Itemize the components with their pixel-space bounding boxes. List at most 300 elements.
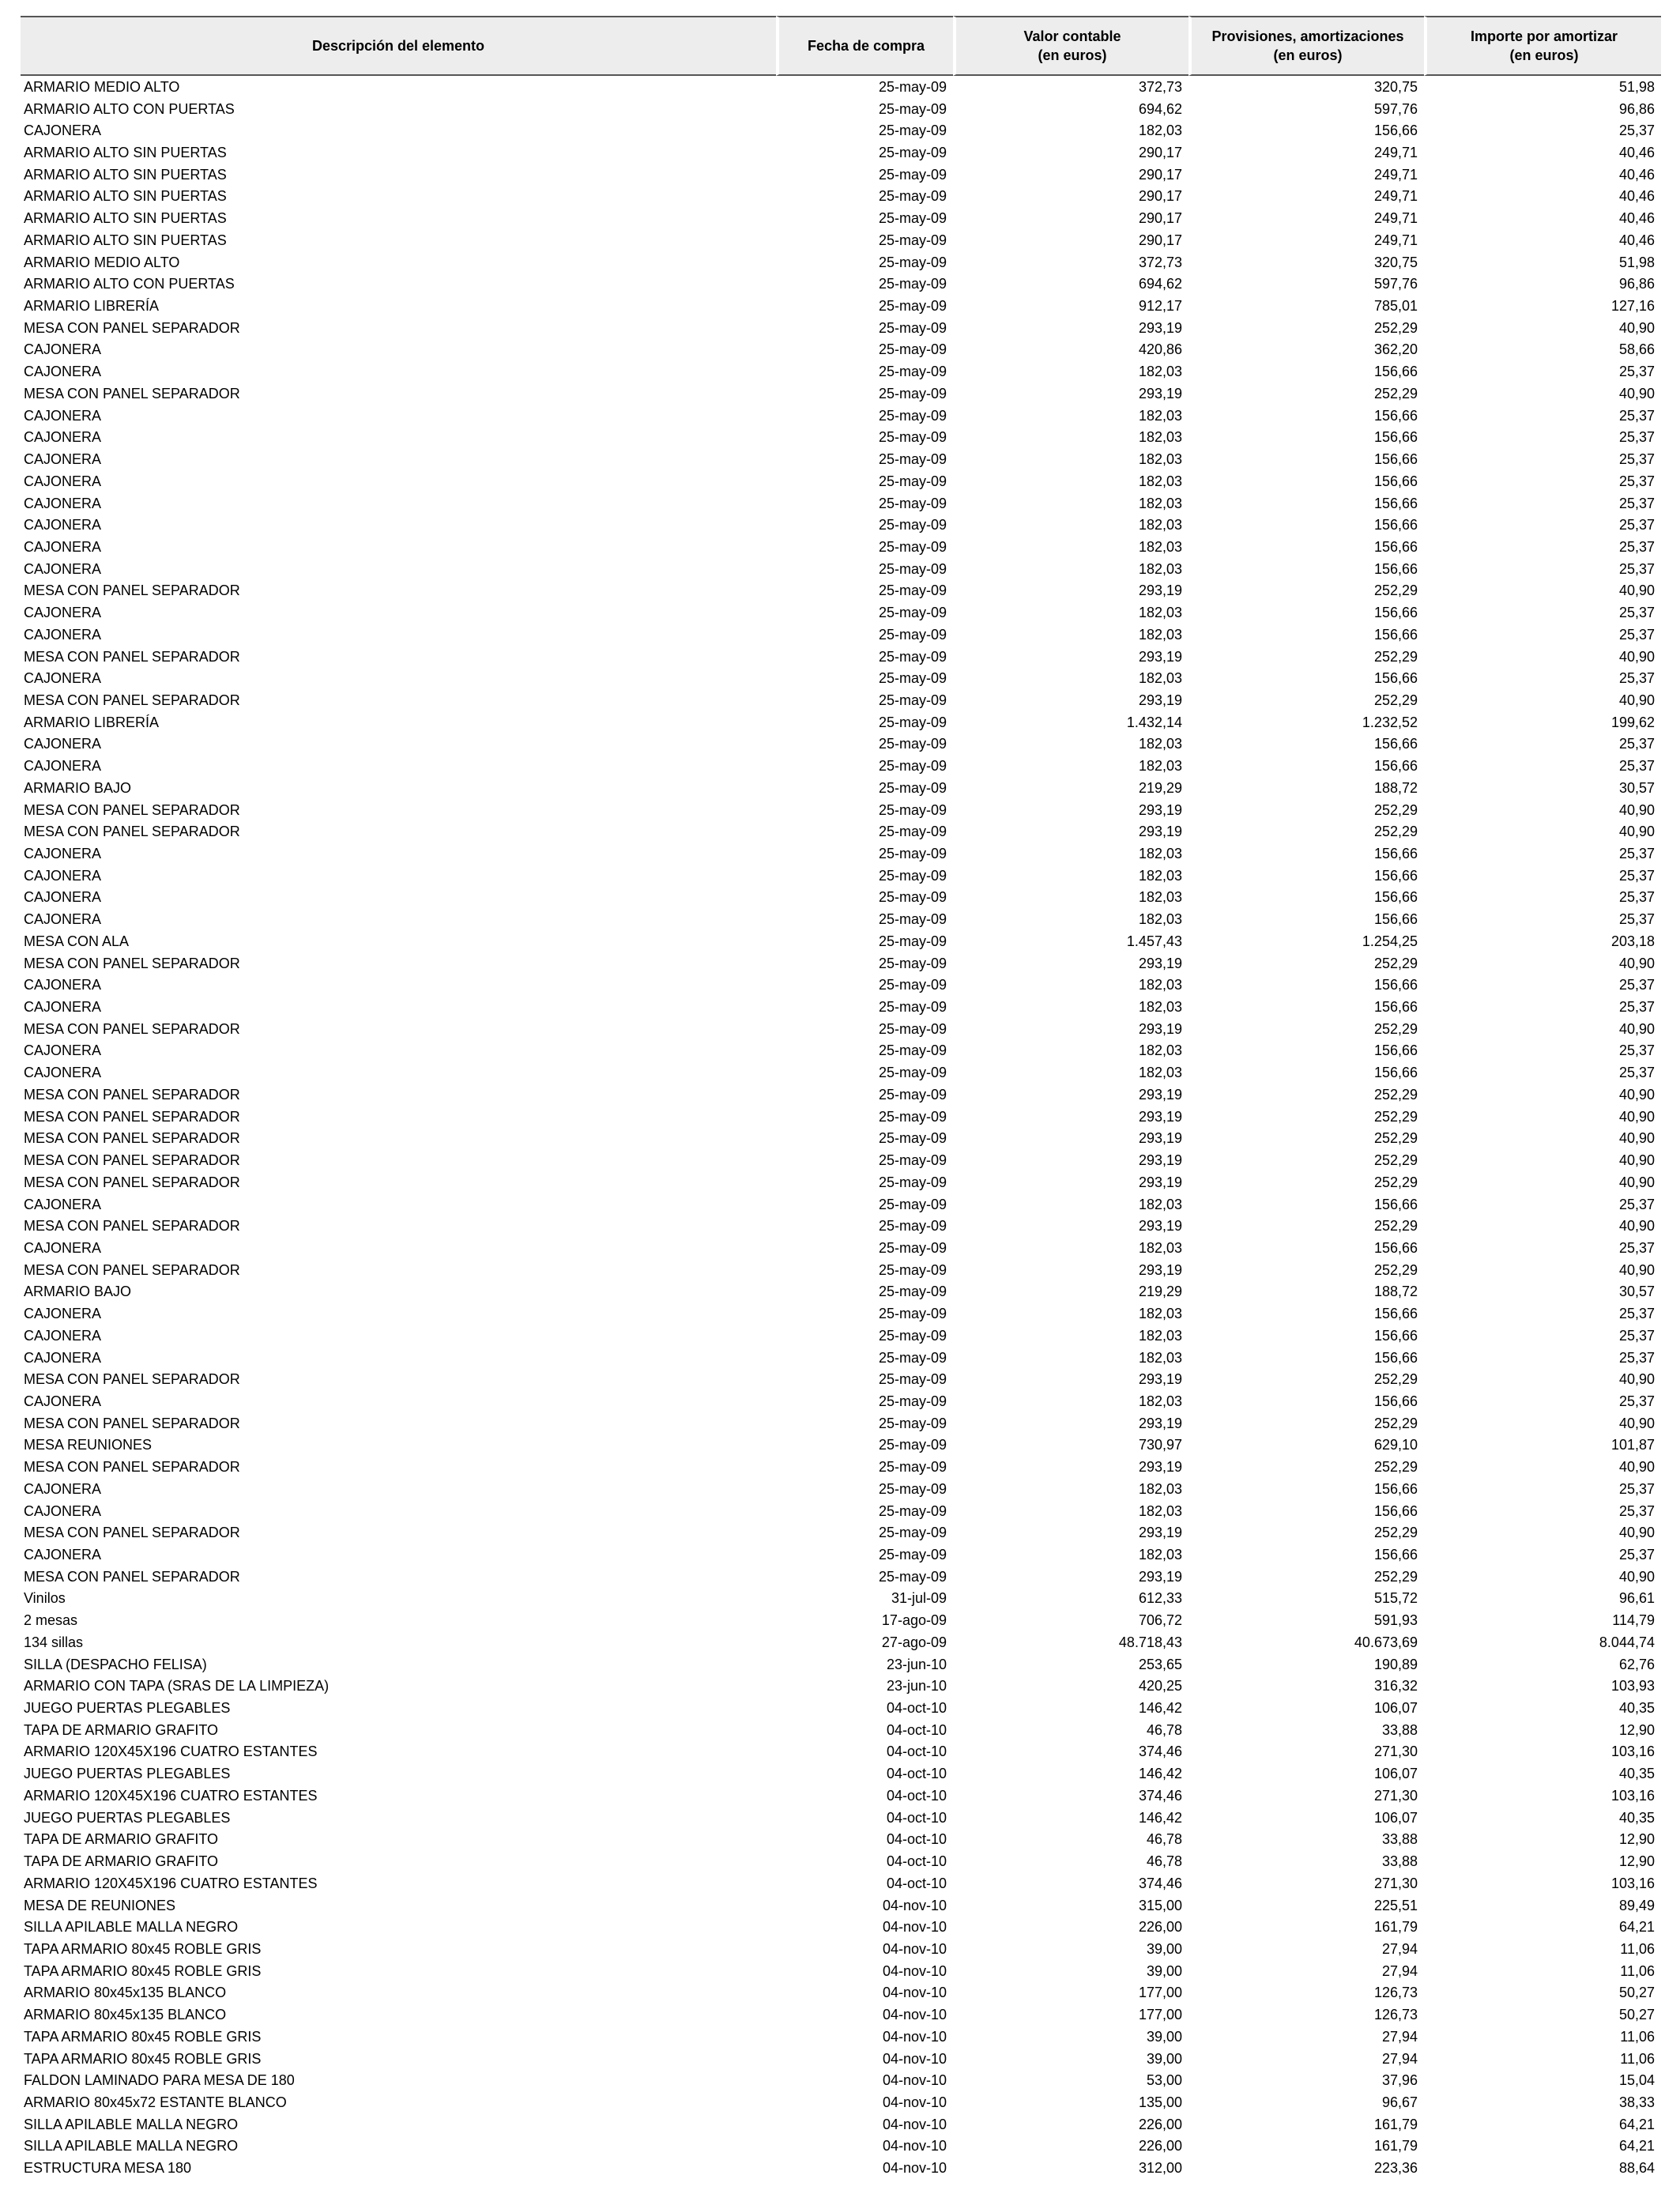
cell-book-value: 372,73 — [1138, 254, 1182, 270]
table-row — [21, 1368, 1661, 1390]
table-row — [21, 1434, 1661, 1457]
cell-book-value: 293,19 — [1138, 1459, 1182, 1476]
cell-provisions: 156,66 — [1373, 451, 1418, 468]
cell-description: 2 mesas — [24, 1612, 78, 1629]
table-row — [21, 2026, 1661, 2048]
cell-purchase-date: 25-may-09 — [878, 1152, 947, 1169]
cell-pending-amount: 25,37 — [1618, 1393, 1655, 1409]
cell-provisions: 629,10 — [1373, 1437, 1418, 1453]
cell-provisions: 156,66 — [1373, 670, 1418, 687]
cell-book-value: 53,00 — [1146, 2072, 1182, 2089]
table-row — [21, 405, 1661, 427]
cell-description: ARMARIO MEDIO ALTO — [24, 78, 180, 95]
cell-pending-amount: 50,27 — [1618, 2007, 1655, 2023]
cell-book-value: 1.432,14 — [1126, 714, 1182, 730]
cell-purchase-date: 25-may-09 — [878, 1306, 947, 1322]
cell-description: CAJONERA — [24, 560, 102, 577]
cell-provisions: 188,72 — [1373, 1284, 1418, 1300]
cell-purchase-date: 04-oct-10 — [886, 1766, 947, 1782]
cell-description: MESA CON PANEL SEPARADOR — [24, 385, 240, 401]
cell-pending-amount: 40,35 — [1618, 1700, 1655, 1717]
cell-pending-amount: 103,16 — [1610, 1744, 1655, 1760]
cell-purchase-date: 25-may-09 — [878, 1371, 947, 1388]
table-row — [21, 1609, 1661, 1631]
cell-book-value: 182,03 — [1138, 1502, 1182, 1519]
cell-pending-amount: 51,98 — [1618, 78, 1655, 95]
cell-book-value: 219,29 — [1138, 1284, 1182, 1300]
cell-description: MESA CON PANEL SEPARADOR — [24, 648, 240, 665]
cell-pending-amount: 96,86 — [1618, 100, 1655, 117]
table-row — [21, 1061, 1661, 1084]
cell-pending-amount: 64,21 — [1618, 2138, 1655, 2154]
cell-provisions: 785,01 — [1373, 298, 1418, 315]
cell-description: CAJONERA — [24, 1042, 102, 1059]
cell-description: CAJONERA — [24, 889, 102, 906]
cell-description: CAJONERA — [24, 364, 102, 380]
table-row — [21, 1500, 1661, 1522]
cell-description: MESA CON PANEL SEPARADOR — [24, 955, 240, 971]
cell-purchase-date: 04-nov-10 — [882, 1919, 947, 1936]
cell-book-value: 182,03 — [1138, 407, 1182, 424]
cell-provisions: 156,66 — [1373, 429, 1418, 446]
cell-purchase-date: 25-may-09 — [878, 824, 947, 840]
table-row — [21, 1544, 1661, 1566]
table-row — [21, 558, 1661, 580]
cell-description: CAJONERA — [24, 123, 102, 139]
table-row — [21, 1982, 1661, 2004]
cell-pending-amount: 12,90 — [1618, 1853, 1655, 1870]
cell-purchase-date: 25-may-09 — [878, 626, 947, 643]
table-row — [21, 339, 1661, 361]
cell-pending-amount: 8.044,74 — [1599, 1634, 1655, 1650]
table-row — [21, 1719, 1661, 1741]
cell-book-value: 39,00 — [1146, 1940, 1182, 1957]
cell-purchase-date: 04-nov-10 — [882, 2028, 947, 2045]
table-row — [21, 1631, 1661, 1653]
cell-provisions: 156,66 — [1373, 473, 1418, 489]
cell-description: ARMARIO CON TAPA (SRAS DE LA LIMPIEZA) — [24, 1678, 330, 1695]
cell-purchase-date: 25-may-09 — [878, 495, 947, 511]
cell-book-value: 219,29 — [1138, 779, 1182, 796]
cell-book-value: 146,42 — [1138, 1700, 1182, 1717]
cell-provisions: 27,94 — [1381, 1940, 1418, 1957]
cell-pending-amount: 25,37 — [1618, 889, 1655, 906]
cell-pending-amount: 25,37 — [1618, 1502, 1655, 1519]
cell-provisions: 37,96 — [1381, 2072, 1418, 2089]
cell-book-value: 290,17 — [1138, 210, 1182, 227]
cell-description: SILLA APILABLE MALLA NEGRO — [24, 2138, 239, 2154]
cell-book-value: 374,46 — [1138, 1875, 1182, 1891]
cell-description: CAJONERA — [24, 1547, 102, 1563]
cell-book-value: 253,65 — [1138, 1656, 1182, 1672]
table-row — [21, 755, 1661, 777]
cell-book-value: 48.718,43 — [1118, 1634, 1182, 1650]
cell-book-value: 290,17 — [1138, 145, 1182, 161]
cell-pending-amount: 101,87 — [1610, 1437, 1655, 1453]
cell-book-value: 146,42 — [1138, 1766, 1182, 1782]
cell-pending-amount: 51,98 — [1618, 254, 1655, 270]
cell-description: CAJONERA — [24, 1196, 102, 1212]
cell-purchase-date: 25-may-09 — [878, 670, 947, 687]
cell-description: SILLA APILABLE MALLA NEGRO — [24, 2116, 239, 2132]
cell-pending-amount: 25,37 — [1618, 758, 1655, 775]
cell-pending-amount: 64,21 — [1618, 2116, 1655, 2132]
cell-provisions: 106,07 — [1373, 1766, 1418, 1782]
cell-book-value: 293,19 — [1138, 1108, 1182, 1125]
table-row — [21, 119, 1661, 141]
cell-provisions: 252,29 — [1373, 1568, 1418, 1585]
cell-provisions: 161,79 — [1373, 2138, 1418, 2154]
cell-book-value: 293,19 — [1138, 1415, 1182, 1431]
cell-provisions: 252,29 — [1373, 1020, 1418, 1037]
cell-provisions: 161,79 — [1373, 2116, 1418, 2132]
cell-provisions: 316,32 — [1373, 1678, 1418, 1695]
cell-pending-amount: 96,86 — [1618, 276, 1655, 292]
table-row — [21, 2048, 1661, 2070]
cell-purchase-date: 25-may-09 — [878, 232, 947, 248]
cell-purchase-date: 17-ago-09 — [881, 1612, 947, 1629]
cell-pending-amount: 40,90 — [1618, 1525, 1655, 1541]
cell-pending-amount: 25,37 — [1618, 1196, 1655, 1212]
cell-description: CAJONERA — [24, 1393, 102, 1409]
cell-description: JUEGO PUERTAS PLEGABLES — [24, 1809, 231, 1826]
cell-pending-amount: 40,46 — [1618, 145, 1655, 161]
cell-provisions: 27,94 — [1381, 1962, 1418, 1979]
cell-pending-amount: 114,79 — [1612, 1612, 1655, 1629]
cell-pending-amount: 25,37 — [1618, 977, 1655, 993]
cell-pending-amount: 25,37 — [1618, 407, 1655, 424]
cell-purchase-date: 25-may-09 — [878, 911, 947, 928]
cell-book-value: 290,17 — [1138, 166, 1182, 183]
cell-purchase-date: 25-may-09 — [878, 582, 947, 599]
cell-pending-amount: 62,76 — [1618, 1656, 1655, 1672]
cell-pending-amount: 25,37 — [1618, 867, 1655, 884]
table-row — [21, 1566, 1661, 1588]
cell-purchase-date: 25-may-09 — [878, 1349, 947, 1366]
cell-book-value: 182,03 — [1138, 123, 1182, 139]
table-row — [21, 383, 1661, 405]
cell-provisions: 156,66 — [1373, 407, 1418, 424]
cell-pending-amount: 38,33 — [1618, 2094, 1655, 2110]
cell-pending-amount: 25,37 — [1618, 999, 1655, 1016]
cell-pending-amount: 25,37 — [1618, 364, 1655, 380]
cell-purchase-date: 25-may-09 — [878, 319, 947, 336]
cell-book-value: 293,19 — [1138, 955, 1182, 971]
cell-provisions: 252,29 — [1373, 1152, 1418, 1169]
cell-pending-amount: 15,04 — [1618, 2072, 1655, 2089]
cell-pending-amount: 40,90 — [1618, 648, 1655, 665]
cell-description: MESA CON PANEL SEPARADOR — [24, 582, 240, 599]
table-body — [21, 76, 1661, 2179]
cell-book-value: 290,17 — [1138, 188, 1182, 205]
cell-description: CAJONERA — [24, 626, 102, 643]
cell-book-value: 420,86 — [1138, 341, 1182, 358]
cell-provisions: 252,29 — [1373, 1525, 1418, 1541]
cell-pending-amount: 25,37 — [1618, 517, 1655, 533]
cell-description: CAJONERA — [24, 1239, 102, 1256]
cell-description: CAJONERA — [24, 758, 102, 775]
cell-pending-amount: 40,90 — [1618, 1020, 1655, 1037]
table-row — [21, 1084, 1661, 1106]
cell-pending-amount: 11,06 — [1620, 2028, 1655, 2045]
cell-description: CAJONERA — [24, 1327, 102, 1344]
table-row — [21, 667, 1661, 689]
cell-purchase-date: 25-may-09 — [878, 1480, 947, 1497]
table-row — [21, 229, 1661, 251]
cell-description: JUEGO PUERTAS PLEGABLES — [24, 1766, 231, 1782]
cell-pending-amount: 25,37 — [1618, 1306, 1655, 1322]
cell-description: TAPA ARMARIO 80x45 ROBLE GRIS — [24, 1962, 262, 1979]
cell-book-value: 177,00 — [1138, 2007, 1182, 2023]
cell-purchase-date: 25-may-09 — [878, 145, 947, 161]
cell-book-value: 293,19 — [1138, 1130, 1182, 1147]
cell-purchase-date: 25-may-09 — [878, 955, 947, 971]
cell-provisions: 156,66 — [1373, 999, 1418, 1016]
cell-provisions: 320,75 — [1373, 78, 1418, 95]
cell-pending-amount: 40,46 — [1618, 232, 1655, 248]
cell-book-value: 315,00 — [1138, 1897, 1182, 1913]
cell-description: ARMARIO ALTO SIN PUERTAS — [24, 232, 227, 248]
cell-purchase-date: 25-may-09 — [878, 1261, 947, 1278]
cell-book-value: 374,46 — [1138, 1787, 1182, 1804]
cell-description: ARMARIO MEDIO ALTO — [24, 254, 180, 270]
cell-description: MESA CON PANEL SEPARADOR — [24, 1152, 240, 1169]
table-row — [21, 98, 1661, 120]
cell-purchase-date: 25-may-09 — [878, 166, 947, 183]
cell-purchase-date: 25-may-09 — [878, 538, 947, 555]
table-row — [21, 164, 1661, 186]
cell-pending-amount: 30,57 — [1618, 779, 1655, 796]
cell-pending-amount: 40,90 — [1618, 692, 1655, 708]
cell-book-value: 182,03 — [1138, 758, 1182, 775]
cell-provisions: 515,72 — [1373, 1590, 1418, 1607]
cell-book-value: 182,03 — [1138, 626, 1182, 643]
table-row — [21, 1521, 1661, 1544]
cell-provisions: 252,29 — [1373, 1218, 1418, 1235]
cell-book-value: 293,19 — [1138, 582, 1182, 599]
cell-description: CAJONERA — [24, 999, 102, 1016]
cell-description: TAPA DE ARMARIO GRAFITO — [24, 1853, 219, 1870]
table-row — [21, 1456, 1661, 1478]
cell-description: ARMARIO ALTO SIN PUERTAS — [24, 166, 227, 183]
cell-provisions: 156,66 — [1373, 1196, 1418, 1212]
cell-pending-amount: 25,37 — [1618, 538, 1655, 555]
cell-purchase-date: 25-may-09 — [878, 1108, 947, 1125]
cell-book-value: 182,03 — [1138, 1065, 1182, 1081]
cell-provisions: 252,29 — [1373, 1459, 1418, 1476]
table-header — [21, 16, 1661, 76]
cell-description: CAJONERA — [24, 473, 102, 489]
cell-provisions: 597,76 — [1373, 100, 1418, 117]
cell-book-value: 182,03 — [1138, 517, 1182, 533]
cell-pending-amount: 40,90 — [1618, 1261, 1655, 1278]
cell-pending-amount: 25,37 — [1618, 846, 1655, 862]
cell-purchase-date: 25-may-09 — [878, 123, 947, 139]
cell-provisions: 591,93 — [1373, 1612, 1418, 1629]
table-row — [21, 1171, 1661, 1193]
cell-purchase-date: 04-oct-10 — [886, 1700, 947, 1717]
table-row — [21, 1960, 1661, 1982]
cell-book-value: 182,03 — [1138, 1196, 1182, 1212]
cell-provisions: 190,89 — [1373, 1656, 1418, 1672]
cell-book-value: 182,03 — [1138, 1393, 1182, 1409]
cell-purchase-date: 31-jul-09 — [891, 1590, 947, 1607]
cell-description: CAJONERA — [24, 1065, 102, 1081]
table-row — [21, 295, 1661, 317]
cell-pending-amount: 11,06 — [1620, 1962, 1655, 1979]
cell-provisions: 249,71 — [1373, 145, 1418, 161]
cell-purchase-date: 25-may-09 — [878, 1020, 947, 1037]
cell-book-value: 46,78 — [1146, 1831, 1182, 1848]
cell-purchase-date: 25-may-09 — [878, 1525, 947, 1541]
cell-book-value: 293,19 — [1138, 385, 1182, 401]
cell-purchase-date: 25-may-09 — [878, 758, 947, 775]
cell-description: ARMARIO 120X45X196 CUATRO ESTANTES — [24, 1744, 318, 1760]
cell-description: MESA CON ALA — [24, 933, 130, 949]
cell-description: CAJONERA — [24, 846, 102, 862]
cell-pending-amount: 40,46 — [1618, 188, 1655, 205]
cell-description: ARMARIO 80x45x135 BLANCO — [24, 2007, 227, 2023]
cell-provisions: 156,66 — [1373, 626, 1418, 643]
table-row — [21, 1237, 1661, 1259]
cell-book-value: 226,00 — [1138, 1919, 1182, 1936]
cell-purchase-date: 25-may-09 — [878, 867, 947, 884]
table-row — [21, 624, 1661, 646]
cell-provisions: 156,66 — [1373, 1480, 1418, 1497]
cell-description: CAJONERA — [24, 867, 102, 884]
cell-book-value: 374,46 — [1138, 1744, 1182, 1760]
table-row — [21, 1916, 1661, 1938]
cell-purchase-date: 23-jun-10 — [886, 1678, 947, 1695]
cell-purchase-date: 25-may-09 — [878, 1568, 947, 1585]
cell-provisions: 252,29 — [1373, 1371, 1418, 1388]
cell-purchase-date: 04-oct-10 — [886, 1744, 947, 1760]
table-row — [21, 646, 1661, 668]
table-row — [21, 1347, 1661, 1369]
cell-book-value: 293,19 — [1138, 801, 1182, 818]
cell-provisions: 156,66 — [1373, 495, 1418, 511]
cell-book-value: 226,00 — [1138, 2116, 1182, 2132]
cell-purchase-date: 25-may-09 — [878, 1415, 947, 1431]
asset-table — [21, 16, 1661, 2179]
cell-book-value: 182,03 — [1138, 1349, 1182, 1366]
cell-purchase-date: 25-may-09 — [878, 1174, 947, 1190]
cell-description: TAPA ARMARIO 80x45 ROBLE GRIS — [24, 2028, 262, 2045]
cell-book-value: 46,78 — [1146, 1853, 1182, 1870]
cell-pending-amount: 199,62 — [1610, 714, 1655, 730]
cell-description: SILLA APILABLE MALLA NEGRO — [24, 1919, 239, 1936]
cell-description: TAPA DE ARMARIO GRAFITO — [24, 1831, 219, 1848]
table-row — [21, 952, 1661, 974]
cell-purchase-date: 25-may-09 — [878, 385, 947, 401]
table-row — [21, 1872, 1661, 1894]
table-row — [21, 733, 1661, 756]
cell-purchase-date: 25-may-09 — [878, 801, 947, 818]
table-row — [21, 1106, 1661, 1128]
cell-provisions: 362,20 — [1373, 341, 1418, 358]
cell-book-value: 293,19 — [1138, 824, 1182, 840]
cell-purchase-date: 04-nov-10 — [882, 2094, 947, 2110]
cell-book-value: 694,62 — [1138, 100, 1182, 117]
table-row — [21, 1697, 1661, 1719]
cell-provisions: 156,66 — [1373, 123, 1418, 139]
table-row — [21, 1478, 1661, 1500]
cell-purchase-date: 25-may-09 — [878, 1239, 947, 1256]
cell-description: 134 sillas — [24, 1634, 84, 1650]
cell-pending-amount: 40,90 — [1618, 1152, 1655, 1169]
cell-provisions: 40.673,69 — [1354, 1634, 1418, 1650]
table-row — [21, 1741, 1661, 1763]
cell-pending-amount: 25,37 — [1618, 495, 1655, 511]
table-row — [21, 1807, 1661, 1829]
cell-pending-amount: 40,35 — [1618, 1809, 1655, 1826]
cell-description: ARMARIO ALTO SIN PUERTAS — [24, 188, 227, 205]
cell-purchase-date: 04-nov-10 — [882, 2007, 947, 2023]
cell-book-value: 146,42 — [1138, 1809, 1182, 1826]
cell-provisions: 156,66 — [1373, 889, 1418, 906]
cell-pending-amount: 40,90 — [1618, 1459, 1655, 1476]
cell-purchase-date: 04-oct-10 — [886, 1853, 947, 1870]
cell-book-value: 182,03 — [1138, 1547, 1182, 1563]
cell-description: MESA CON PANEL SEPARADOR — [24, 1261, 240, 1278]
cell-book-value: 182,03 — [1138, 1306, 1182, 1322]
table-row — [21, 1325, 1661, 1347]
cell-book-value: 293,19 — [1138, 1525, 1182, 1541]
table-row — [21, 601, 1661, 624]
cell-pending-amount: 25,37 — [1618, 1239, 1655, 1256]
cell-description: MESA CON PANEL SEPARADOR — [24, 1218, 240, 1235]
cell-purchase-date: 25-may-09 — [878, 1437, 947, 1453]
table-row — [21, 580, 1661, 602]
cell-provisions: 225,51 — [1373, 1897, 1418, 1913]
cell-book-value: 1.457,43 — [1126, 933, 1182, 949]
cell-description: MESA CON PANEL SEPARADOR — [24, 1459, 240, 1476]
cell-provisions: 161,79 — [1373, 1919, 1418, 1936]
cell-purchase-date: 04-oct-10 — [886, 1831, 947, 1848]
table-row — [21, 1829, 1661, 1851]
table-row — [21, 930, 1661, 952]
table-row — [21, 974, 1661, 996]
cell-provisions: 223,36 — [1373, 2160, 1418, 2177]
cell-description: ARMARIO ALTO CON PUERTAS — [24, 100, 235, 117]
table-row — [21, 1128, 1661, 1150]
cell-description: MESA CON PANEL SEPARADOR — [24, 1020, 240, 1037]
cell-purchase-date: 04-nov-10 — [882, 1962, 947, 1979]
cell-book-value: 293,19 — [1138, 1261, 1182, 1278]
cell-purchase-date: 25-may-09 — [878, 692, 947, 708]
cell-provisions: 252,29 — [1373, 1174, 1418, 1190]
cell-description: ARMARIO LIBRERÍA — [24, 298, 160, 315]
cell-description: CAJONERA — [24, 1349, 102, 1366]
table-row — [21, 1193, 1661, 1216]
cell-book-value: 612,33 — [1138, 1590, 1182, 1607]
table-row — [21, 865, 1661, 887]
cell-provisions: 106,07 — [1373, 1809, 1418, 1826]
table-row — [21, 514, 1661, 536]
cell-provisions: 96,67 — [1381, 2094, 1418, 2110]
cell-description: MESA CON PANEL SEPARADOR — [24, 801, 240, 818]
cell-book-value: 39,00 — [1146, 2028, 1182, 2045]
cell-description: MESA CON PANEL SEPARADOR — [24, 692, 240, 708]
cell-book-value: 730,97 — [1138, 1437, 1182, 1453]
cell-pending-amount: 25,37 — [1618, 1480, 1655, 1497]
cell-description: ARMARIO ALTO SIN PUERTAS — [24, 210, 227, 227]
table-row — [21, 427, 1661, 449]
cell-provisions: 156,66 — [1373, 1547, 1418, 1563]
cell-description: MESA CON PANEL SEPARADOR — [24, 824, 240, 840]
cell-provisions: 252,29 — [1373, 955, 1418, 971]
cell-book-value: 182,03 — [1138, 473, 1182, 489]
